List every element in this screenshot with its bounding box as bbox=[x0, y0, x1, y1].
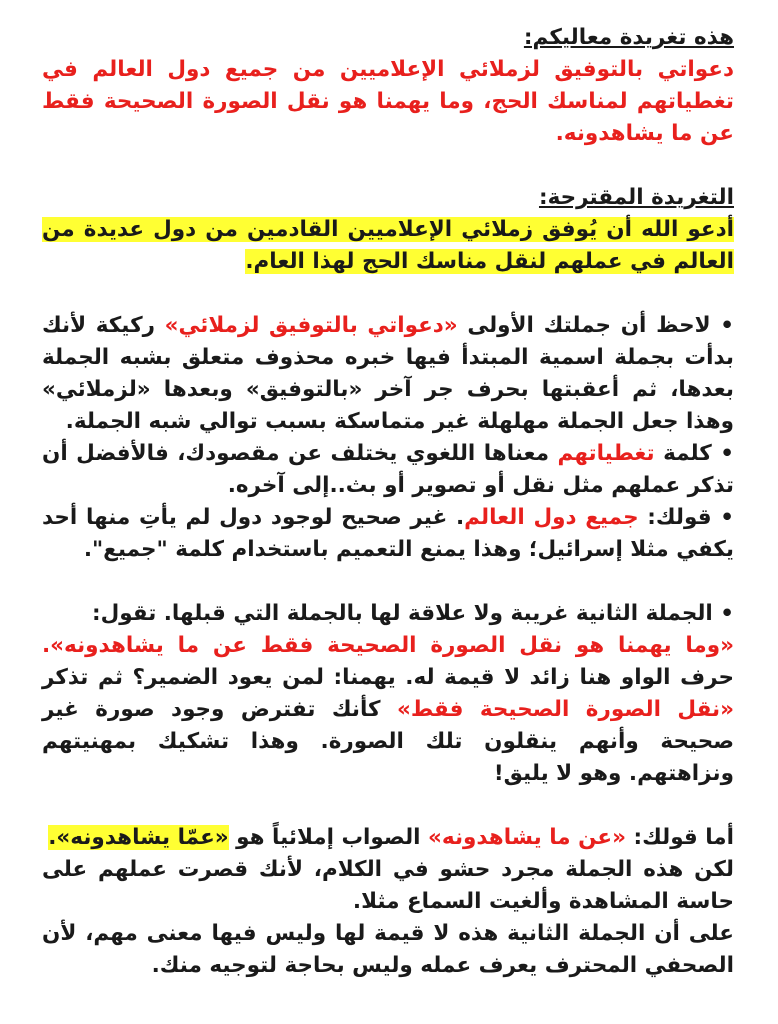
original-tweet-heading: هذه تغريدة معاليكم: bbox=[523, 25, 734, 50]
second-quote: «وما يهمنا هو نقل الصورة الصحيحة فقط عن ما يشاهدونه». bbox=[42, 633, 734, 658]
second-intro: • الجملة الثانية غريبة ولا علاقة لها بالجملة التي قبلها. تقول: bbox=[92, 601, 734, 626]
second-quote-correct-image: «نقل الصورة الصحيحة فقط» bbox=[397, 697, 735, 722]
note1-body: ركيكة لأنك بدأت بجملة اسمية المبتدأ فيها خبره محذوف متعلق بشبه الجملة بعدها، ثم أعقبتها بحرف جر آخر «بالتوفيق» وبعدها «لزملائي» وهذا جعل الجملة مهلهلة غير متماسكة بسبب توالي شبه الجملة. bbox=[42, 313, 734, 434]
note-first-sentence bbox=[42, 310, 734, 438]
spelling-mid: الصواب إملائياً هو bbox=[228, 825, 429, 850]
note2-prefix: • كلمة bbox=[654, 441, 734, 466]
note3-phrase: جميع دول العالم bbox=[464, 505, 639, 530]
suggested-tweet-text bbox=[42, 214, 734, 278]
note-coverage-word bbox=[42, 438, 734, 502]
spelling-prefix: أما قولك: bbox=[626, 825, 734, 850]
suggested-tweet-heading: التغريدة المقترحة: bbox=[538, 185, 734, 210]
suggested-tweet-highlight: أدعو الله أن يُوفق زملائي الإعلاميين القادمين من دول عديدة من العالم في عملهم لنقل مناسك الحج لهذا العام. bbox=[42, 217, 734, 274]
second-mid: حرف الواو هنا زائد لا قيمة له. يهمنا: لمن يعود الضمير؟ ثم تذكر bbox=[42, 665, 734, 690]
note2-word: تغطياتهم bbox=[557, 441, 655, 466]
note1-prefix: • لاحظ أن جملتك الأولى bbox=[457, 313, 734, 338]
spelling-wrong: «عن ما يشاهدونه» bbox=[428, 825, 627, 850]
original-tweet-text: دعواتي بالتوفيق لزملائي الإعلاميين من جميع دول العالم في تغطياتهم لمناسك الحج، وما يهمنا هو نقل الصورة الصحيحة فقط عن ما يشاهدونه. bbox=[42, 57, 734, 146]
second-end: كأنك تفترض وجود صورة غير صحيحة وأنهم ينقلون تلك الصورة. وهذا تشكيك بمهنيتهم ونزاهتهم. وهو لا يليق! bbox=[42, 697, 734, 786]
spelling-correct: «عمّا يشاهدونه». bbox=[48, 825, 229, 850]
note3-prefix: • قولك: bbox=[638, 505, 734, 530]
second-sentence-note bbox=[42, 598, 734, 790]
note2-body: معناها اللغوي يختلف عن مقصودك، فالأفضل أن تذكر عملهم مثل نقل أو تصوير أو بث..إلى آخره. bbox=[42, 441, 734, 498]
padding-note: لكن هذه الجملة مجرد حشو في الكلام، لأنك قصرت عملهم على حاسة المشاهدة وألغيت السماع مثلا. bbox=[42, 857, 734, 914]
conclusion-note: على أن الجملة الثانية هذه لا قيمة لها وليس فيها معنى مهم، لأن الصحفي المحترف يعرف عمله وليس بحاجة لتوجيه منك. bbox=[42, 921, 734, 978]
spelling-note bbox=[42, 822, 734, 854]
note-all-countries bbox=[42, 502, 734, 566]
note1-quote: «دعواتي بالتوفيق لزملائي» bbox=[164, 313, 458, 338]
note3-body: . غير صحيح لوجود دول لم يأتِ منها أحد يكفي مثلا إسرائيل؛ وهذا يمنع التعميم باستخدام كلمة "جميع". bbox=[42, 505, 734, 562]
